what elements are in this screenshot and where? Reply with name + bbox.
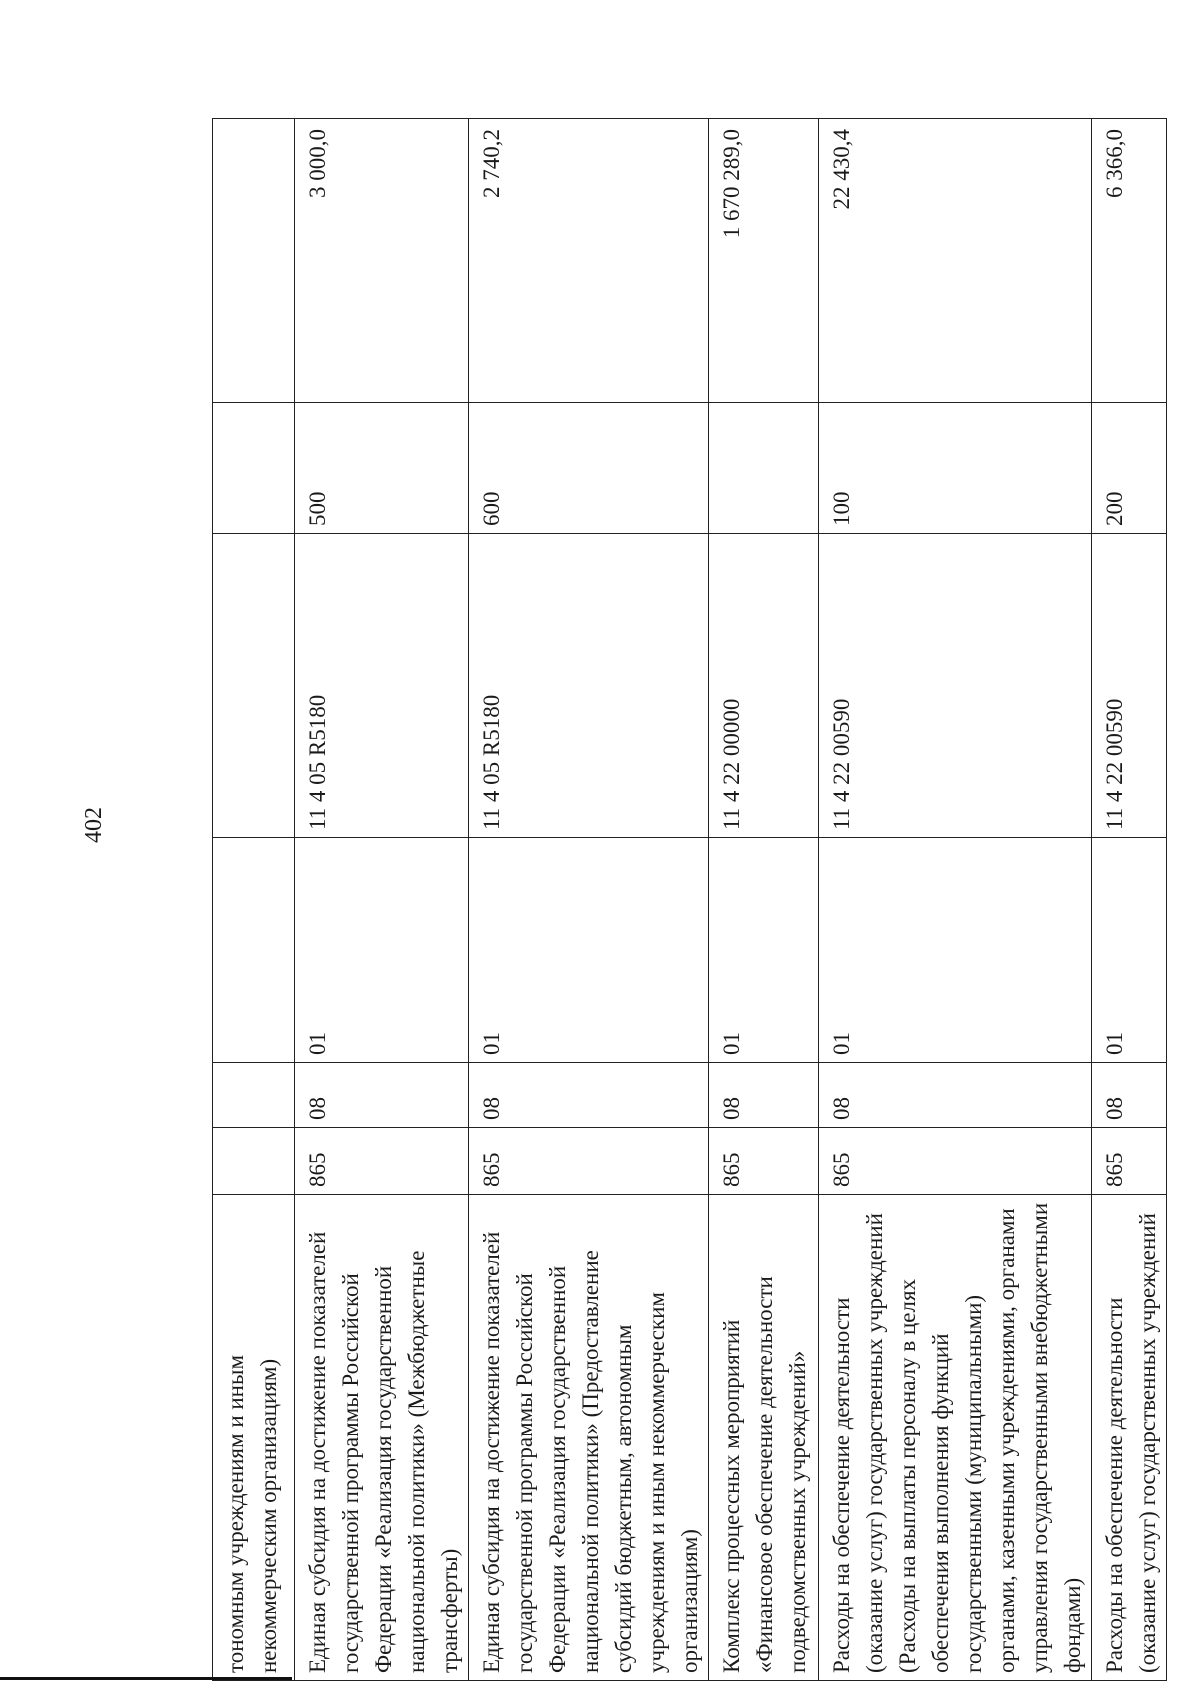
- ministry-code-cell: 865: [709, 1128, 819, 1195]
- amount-cell: 1 670 289,0: [709, 119, 819, 403]
- expense-type-cell: [709, 403, 819, 534]
- budget-table: [212, 118, 1167, 1681]
- section-code-cell: 08: [709, 1063, 819, 1128]
- ministry-code-cell: [213, 1128, 295, 1195]
- row-name-cell: Единая субсидия на достижение показателей государственной программы Российской Федерации «Реализация государственной национальной политики» (Межбюджетные трансферты): [295, 1195, 469, 1681]
- subsection-code-cell: 01: [709, 838, 819, 1063]
- section-code-cell: 08: [819, 1063, 1092, 1128]
- row-name-cell: тономным учреждениям и иным некоммерческим организациям): [213, 1195, 295, 1681]
- target-code-cell: 11 4 22 00590: [819, 534, 1092, 838]
- ministry-code-cell: 865: [819, 1128, 1092, 1195]
- amount-cell: 3 000,0: [295, 119, 469, 403]
- expense-type-cell: 600: [469, 403, 709, 534]
- row-name-cell: Единая субсидия на достижение показателей государственной программы Российской Федерации «Реализация государственной национальной политики» (Предоставление субсидий бюджетным, автономным учреждениям и иным некоммерческим организациям): [469, 1195, 709, 1681]
- section-code-cell: 08: [295, 1063, 469, 1128]
- ministry-code-cell: 865: [469, 1128, 709, 1195]
- subsection-code-cell: 01: [819, 838, 1092, 1063]
- table-row: [1092, 119, 1167, 1681]
- subsection-code-cell: [213, 838, 295, 1063]
- table-row: [469, 119, 709, 1681]
- amount-cell: 22 430,4: [819, 119, 1092, 403]
- section-code-cell: [213, 1063, 295, 1128]
- row-name-cell: Расходы на обеспечение деятельности (оказание услуг) государственных учреждений: [1092, 1195, 1167, 1681]
- expense-type-cell: 500: [295, 403, 469, 534]
- target-code-cell: 11 4 05 R5180: [469, 534, 709, 838]
- table-row: [819, 119, 1092, 1681]
- target-code-cell: [213, 534, 295, 838]
- page-number: 402: [81, 807, 107, 843]
- section-code-cell: 08: [469, 1063, 709, 1128]
- table-row: [295, 119, 469, 1681]
- expense-type-cell: [213, 403, 295, 534]
- target-code-cell: 11 4 22 00590: [1092, 534, 1167, 838]
- subsection-code-cell: 01: [295, 838, 469, 1063]
- footnote-rule: [0, 1677, 292, 1680]
- amount-cell: 2 740,2: [469, 119, 709, 403]
- row-name-cell: Комплекс процессных мероприятий «Финансовое обеспечение деятельности подведомственных учреждений»: [709, 1195, 819, 1681]
- ministry-code-cell: 865: [1092, 1128, 1167, 1195]
- target-code-cell: 11 4 22 00000: [709, 534, 819, 838]
- budget-table-frame: [212, 119, 1160, 1681]
- subsection-code-cell: 01: [469, 838, 709, 1063]
- expense-type-cell: 200: [1092, 403, 1167, 534]
- subsection-code-cell: 01: [1092, 838, 1167, 1063]
- target-code-cell: 11 4 05 R5180: [295, 534, 469, 838]
- row-name-cell: Расходы на обеспечение деятельности (оказание услуг) государственных учреждений (Расходы на выплаты персоналу в целях обеспечения выполнения функций государственными (муниципальными) органами, казенными учреждениями, органами управления государственными внебюджетными фондами): [819, 1195, 1092, 1681]
- amount-cell: [213, 119, 295, 403]
- table-row: [709, 119, 819, 1681]
- table-row: [213, 119, 295, 1681]
- amount-cell: 6 366,0: [1092, 119, 1167, 403]
- ministry-code-cell: 865: [295, 1128, 469, 1195]
- section-code-cell: 08: [1092, 1063, 1167, 1128]
- expense-type-cell: 100: [819, 403, 1092, 534]
